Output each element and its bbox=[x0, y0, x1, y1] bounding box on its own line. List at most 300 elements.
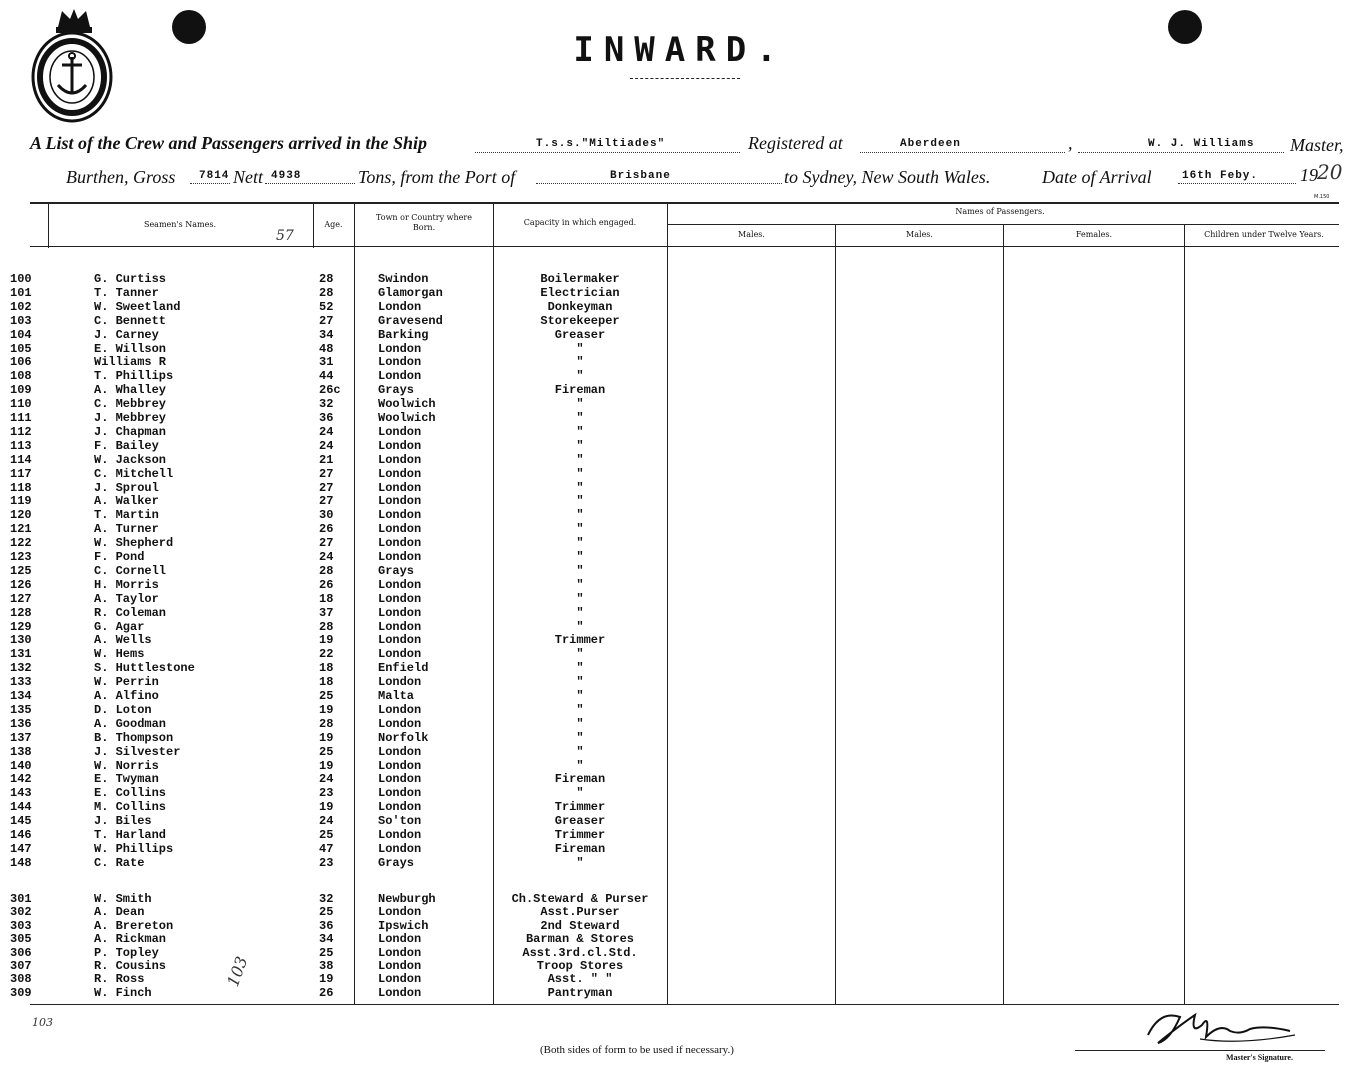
seaman-capacity: " bbox=[576, 577, 584, 592]
seaman-name: W. Smith bbox=[94, 892, 152, 906]
seaman-birthplace: Newburgh bbox=[378, 892, 436, 906]
seaman-birthplace: Woolwich bbox=[378, 411, 436, 425]
seaman-number: 126 bbox=[10, 577, 32, 592]
col-divider-8 bbox=[1184, 224, 1185, 1004]
seaman-capacity: Asst. " " bbox=[547, 972, 613, 987]
seaman-age: 25 bbox=[319, 744, 334, 759]
seaman-age: 24 bbox=[319, 772, 334, 787]
col-divider-5 bbox=[667, 202, 668, 1004]
seaman-number: 104 bbox=[10, 327, 32, 342]
seaman-capacity: Electrician bbox=[540, 285, 620, 300]
col-header-females: Females. bbox=[1075, 230, 1113, 239]
seaman-age: 26c bbox=[319, 383, 341, 398]
seaman-capacity: " bbox=[576, 508, 584, 523]
seaman-name: T. Martin bbox=[94, 508, 159, 523]
seaman-number: 145 bbox=[10, 814, 32, 829]
seaman-number: 128 bbox=[10, 605, 32, 620]
seaman-number: 100 bbox=[10, 272, 32, 286]
seaman-birthplace: London bbox=[378, 905, 422, 920]
seaman-birthplace: London bbox=[378, 550, 422, 564]
date-of-arrival-label: Date of Arrival bbox=[1042, 167, 1152, 187]
col-divider-1 bbox=[48, 202, 49, 248]
seaman-age: 48 bbox=[319, 341, 334, 356]
seaman-capacity: " bbox=[576, 369, 584, 384]
seaman-name: J. Biles bbox=[94, 814, 152, 829]
seaman-capacity: Barman & Stores bbox=[525, 932, 635, 947]
seaman-name: A. Rickman bbox=[94, 932, 167, 947]
seaman-number: 102 bbox=[10, 299, 32, 314]
seaman-birthplace: Swindon bbox=[378, 272, 429, 286]
seaman-birthplace: London bbox=[378, 959, 422, 973]
nett-tons: 4938 bbox=[271, 170, 302, 182]
seaman-number: 109 bbox=[10, 383, 32, 398]
seaman-capacity: " bbox=[576, 647, 584, 662]
seaman-number: 122 bbox=[10, 536, 32, 551]
seaman-number: 129 bbox=[10, 619, 32, 634]
seaman-number: 146 bbox=[10, 828, 32, 842]
seaman-name: A. Taylor bbox=[94, 591, 159, 606]
seaman-name: J. Sproul bbox=[94, 480, 159, 495]
seaman-name: F. Bailey bbox=[94, 438, 159, 453]
seaman-number: 111 bbox=[10, 411, 32, 425]
col-header-names: Seamen's Names. bbox=[143, 220, 217, 229]
col-header-age: Age. bbox=[324, 220, 343, 229]
seaman-capacity: " bbox=[576, 786, 584, 801]
tons-from-port-label: Tons, from the Port of bbox=[358, 167, 516, 187]
seaman-birthplace: Woolwich bbox=[378, 397, 436, 412]
seaman-birthplace: Enfield bbox=[378, 661, 429, 676]
seaman-number: 130 bbox=[10, 633, 32, 648]
seaman-age: 27 bbox=[319, 480, 334, 495]
seaman-name: A. Brereton bbox=[94, 918, 174, 933]
seaman-name: W. Finch bbox=[94, 985, 152, 1000]
seaman-capacity: " bbox=[576, 536, 584, 551]
seaman-capacity: Fireman bbox=[554, 841, 606, 856]
seaman-number: 134 bbox=[10, 689, 32, 703]
seaman-birthplace: London bbox=[378, 932, 422, 947]
seaman-capacity: Greaser bbox=[554, 814, 606, 829]
seaman-capacity: Fireman bbox=[554, 383, 606, 398]
seaman-name: A. Wells bbox=[94, 633, 152, 648]
seaman-age: 34 bbox=[319, 932, 334, 947]
seaman-capacity: " bbox=[576, 563, 584, 578]
seaman-birthplace: London bbox=[378, 591, 422, 606]
seaman-number: 131 bbox=[10, 647, 32, 662]
seaman-name: W. Shepherd bbox=[94, 536, 174, 551]
seaman-age: 52 bbox=[319, 299, 334, 314]
seaman-age: 18 bbox=[319, 675, 334, 690]
seaman-number: 302 bbox=[10, 905, 32, 920]
seaman-name: M. Collins bbox=[94, 800, 167, 815]
seaman-capacity: Pantryman bbox=[547, 985, 613, 1000]
seaman-number: 132 bbox=[10, 661, 32, 676]
seaman-age: 44 bbox=[319, 369, 334, 384]
seaman-birthplace: London bbox=[378, 341, 422, 356]
seaman-name: J. Chapman bbox=[94, 424, 167, 439]
seaman-birthplace: London bbox=[378, 480, 422, 495]
signature-label: Master's Signature. bbox=[1226, 1053, 1293, 1062]
seaman-capacity: Greaser bbox=[554, 327, 606, 342]
seaman-age: 19 bbox=[319, 633, 334, 648]
seaman-birthplace: London bbox=[378, 633, 422, 648]
seaman-number: 114 bbox=[10, 452, 32, 467]
col-header-town: Town or Country where Born. bbox=[376, 213, 472, 232]
seaman-capacity: " bbox=[576, 355, 584, 370]
seaman-age: 26 bbox=[319, 522, 334, 537]
seaman-capacity: Storekeeper bbox=[540, 313, 620, 328]
seaman-number: 112 bbox=[10, 424, 32, 439]
seaman-age: 32 bbox=[319, 892, 334, 906]
seaman-name: C. Cornell bbox=[94, 563, 167, 578]
seaman-birthplace: London bbox=[378, 466, 422, 481]
seaman-age: 25 bbox=[319, 828, 334, 842]
seaman-number: 113 bbox=[10, 438, 32, 453]
title-ornament bbox=[630, 78, 740, 79]
seaman-number: 119 bbox=[10, 494, 32, 509]
seaman-number: 148 bbox=[10, 855, 32, 870]
seaman-age: 19 bbox=[319, 800, 334, 815]
seaman-name: A. Goodman bbox=[94, 716, 167, 731]
seaman-number: 138 bbox=[10, 744, 32, 759]
ship-name: T.s.s."Miltiades" bbox=[536, 138, 666, 150]
seaman-name: G. Curtiss bbox=[94, 272, 167, 286]
seaman-capacity: " bbox=[576, 550, 584, 564]
seaman-age: 23 bbox=[319, 855, 334, 870]
seaman-number: 118 bbox=[10, 480, 32, 495]
ship-underline bbox=[475, 152, 740, 153]
seaman-name: W. Jackson bbox=[94, 452, 167, 467]
seaman-birthplace: London bbox=[378, 438, 422, 453]
seaman-birthplace: Malta bbox=[378, 689, 415, 703]
seaman-number: 140 bbox=[10, 758, 32, 773]
seaman-number: 117 bbox=[10, 466, 32, 481]
seaman-name: C. Bennett bbox=[94, 313, 167, 328]
seaman-age: 24 bbox=[319, 424, 334, 439]
arrival-underline bbox=[1178, 183, 1296, 184]
seaman-age: 27 bbox=[319, 494, 334, 509]
seaman-birthplace: London bbox=[378, 841, 422, 856]
col-divider-3 bbox=[354, 202, 355, 1004]
seaman-capacity: " bbox=[576, 466, 584, 481]
seaman-capacity: Troop Stores bbox=[536, 959, 624, 973]
seaman-name: F. Pond bbox=[94, 550, 145, 564]
page-title: INWARD. bbox=[573, 30, 787, 70]
seaman-birthplace: London bbox=[378, 536, 422, 551]
seaman-age: 30 bbox=[319, 508, 334, 523]
seaman-age: 18 bbox=[319, 661, 334, 676]
seaman-capacity: Asst.3rd.cl.Std. bbox=[522, 945, 638, 960]
seaman-age: 27 bbox=[319, 313, 334, 328]
seaman-number: 106 bbox=[10, 355, 32, 370]
col-divider-7 bbox=[1003, 224, 1004, 1004]
seaman-number: 143 bbox=[10, 786, 32, 801]
seaman-capacity: " bbox=[576, 855, 584, 870]
seaman-name: S. Huttlestone bbox=[94, 661, 195, 676]
seaman-birthplace: London bbox=[378, 772, 422, 787]
seaman-birthplace: London bbox=[378, 800, 422, 815]
seaman-name: H. Morris bbox=[94, 577, 159, 592]
seaman-name: W. Norris bbox=[94, 758, 159, 773]
seaman-name: J. Carney bbox=[94, 327, 159, 342]
seaman-name: E. Twyman bbox=[94, 772, 159, 787]
master-name: W. J. Williams bbox=[1148, 138, 1255, 150]
seaman-name: D. Loton bbox=[94, 702, 152, 717]
seaman-capacity: " bbox=[576, 661, 584, 676]
seaman-age: 25 bbox=[319, 689, 334, 703]
seaman-age: 28 bbox=[319, 272, 334, 286]
seaman-number: 135 bbox=[10, 702, 32, 717]
seaman-age: 28 bbox=[319, 619, 334, 634]
seaman-number: 108 bbox=[10, 369, 32, 384]
seaman-name: C. Rate bbox=[94, 855, 145, 870]
year-handwritten: 20 bbox=[1317, 160, 1343, 184]
seaman-name: R. Cousins bbox=[94, 959, 167, 973]
seaman-age: 25 bbox=[319, 945, 334, 960]
seaman-capacity: " bbox=[576, 702, 584, 717]
seaman-capacity: " bbox=[576, 716, 584, 731]
seaman-name: W. Perrin bbox=[94, 675, 159, 690]
seaman-birthplace: London bbox=[378, 786, 422, 801]
nett-underline bbox=[265, 183, 355, 184]
seaman-birthplace: London bbox=[378, 758, 422, 773]
seaman-capacity: " bbox=[576, 689, 584, 703]
burthen-label: Burthen, Gross bbox=[66, 167, 176, 187]
seaman-birthplace: London bbox=[378, 452, 422, 467]
seaman-age: 31 bbox=[319, 355, 334, 370]
seaman-age: 24 bbox=[319, 550, 334, 564]
seaman-capacity: " bbox=[576, 480, 584, 495]
seaman-birthplace: London bbox=[378, 577, 422, 592]
seaman-name: A. Alfino bbox=[94, 689, 159, 703]
master-underline bbox=[1078, 152, 1284, 153]
seaman-number: 136 bbox=[10, 716, 32, 731]
seaman-age: 22 bbox=[319, 647, 334, 662]
seaman-number: 306 bbox=[10, 945, 32, 960]
registered-at-label: Registered at bbox=[748, 133, 843, 153]
seaman-capacity: Boilermaker bbox=[540, 272, 620, 286]
seaman-birthplace: London bbox=[378, 369, 422, 384]
seaman-number: 309 bbox=[10, 985, 32, 1000]
seaman-number: 301 bbox=[10, 892, 32, 906]
port-underline bbox=[536, 183, 782, 184]
seaman-birthplace: London bbox=[378, 716, 422, 731]
seaman-birthplace: Glamorgan bbox=[378, 285, 443, 300]
seaman-number: 121 bbox=[10, 522, 32, 537]
seaman-capacity: Trimmer bbox=[554, 800, 606, 815]
col-header-capacity: Capacity in which engaged. bbox=[523, 218, 637, 227]
shipping-office-seal-icon bbox=[30, 5, 114, 123]
seaman-capacity: Asst.Purser bbox=[540, 905, 620, 920]
punch-hole-left bbox=[172, 10, 206, 44]
seaman-name: A. Whalley bbox=[94, 383, 167, 398]
seaman-name: T. Tanner bbox=[94, 285, 159, 300]
seaman-name: A. Dean bbox=[94, 905, 145, 920]
seaman-birthplace: London bbox=[378, 985, 422, 1000]
master-signature-icon bbox=[1140, 1005, 1300, 1050]
handwritten-count-note: 57 bbox=[276, 228, 294, 244]
seaman-capacity: " bbox=[576, 744, 584, 759]
col-header-males-2: Males. bbox=[906, 230, 933, 239]
seaman-age: 47 bbox=[319, 841, 334, 856]
seaman-birthplace: Grays bbox=[378, 383, 415, 398]
seaman-capacity: " bbox=[576, 341, 584, 356]
seaman-number: 142 bbox=[10, 772, 32, 787]
seaman-name: P. Topley bbox=[94, 945, 159, 960]
seaman-birthplace: London bbox=[378, 744, 422, 759]
seaman-capacity: " bbox=[576, 494, 584, 509]
seaman-birthplace: London bbox=[378, 647, 422, 662]
seaman-number: 103 bbox=[10, 313, 32, 328]
seaman-number: 125 bbox=[10, 563, 32, 578]
seaman-age: 28 bbox=[319, 716, 334, 731]
seaman-age: 36 bbox=[319, 411, 334, 425]
registered-at-value: Aberdeen bbox=[900, 138, 961, 150]
handwritten-bottom-note: 103 bbox=[32, 1016, 53, 1029]
seaman-age: 19 bbox=[319, 972, 334, 987]
seaman-number: 127 bbox=[10, 591, 32, 606]
seaman-number: 110 bbox=[10, 397, 32, 412]
col-divider-4 bbox=[493, 202, 494, 1004]
seaman-birthplace: Ipswich bbox=[378, 918, 429, 933]
seaman-name: W. Hems bbox=[94, 647, 145, 662]
seaman-capacity: " bbox=[576, 522, 584, 537]
seaman-age: 19 bbox=[319, 758, 334, 773]
seaman-birthplace: London bbox=[378, 675, 422, 690]
header-bottom-rule bbox=[30, 246, 1339, 247]
seaman-birthplace: London bbox=[378, 508, 422, 523]
seaman-birthplace: Gravesend bbox=[378, 313, 443, 328]
seaman-age: 21 bbox=[319, 452, 334, 467]
year-prefix: 19 bbox=[1300, 165, 1318, 185]
arrival-date: 16th Feby. bbox=[1182, 170, 1259, 182]
registered-underline bbox=[860, 152, 1065, 153]
seaman-number: 303 bbox=[10, 918, 32, 933]
seaman-age: 18 bbox=[319, 591, 334, 606]
form-number: M.150 bbox=[1314, 194, 1330, 200]
seaman-age: 19 bbox=[319, 702, 334, 717]
seaman-number: 137 bbox=[10, 730, 32, 745]
seaman-capacity: Trimmer bbox=[554, 828, 606, 842]
seaman-capacity: " bbox=[576, 591, 584, 606]
seaman-number: 105 bbox=[10, 341, 32, 356]
seaman-name: R. Coleman bbox=[94, 605, 167, 620]
seaman-capacity: " bbox=[576, 605, 584, 620]
seaman-birthplace: London bbox=[378, 605, 422, 620]
gross-tons: 7814 bbox=[199, 170, 230, 182]
seaman-age: 28 bbox=[319, 563, 334, 578]
seaman-capacity: Donkeyman bbox=[547, 299, 613, 314]
seaman-birthplace: London bbox=[378, 619, 422, 634]
seaman-age: 26 bbox=[319, 985, 334, 1000]
seaman-capacity: " bbox=[576, 730, 584, 745]
seaman-age: 28 bbox=[319, 285, 334, 300]
seaman-capacity: Ch.Steward & Purser bbox=[511, 892, 649, 906]
gross-underline bbox=[190, 183, 230, 184]
seaman-name: C. Mitchell bbox=[94, 466, 174, 481]
col-header-passengers: Names of Passengers. bbox=[955, 207, 1045, 216]
comma-separator: , bbox=[1068, 133, 1073, 153]
nett-label: Nett bbox=[233, 167, 263, 187]
seaman-name: T. Harland bbox=[94, 828, 167, 842]
seaman-number: 133 bbox=[10, 675, 32, 690]
seaman-birthplace: London bbox=[378, 945, 422, 960]
seaman-age: 24 bbox=[319, 438, 334, 453]
seaman-capacity: Trimmer bbox=[554, 633, 606, 648]
seaman-number: 305 bbox=[10, 932, 32, 947]
seaman-number: 101 bbox=[10, 285, 32, 300]
seaman-birthplace: London bbox=[378, 522, 422, 537]
seaman-birthplace: Grays bbox=[378, 563, 415, 578]
seaman-name: J. Mebbrey bbox=[94, 411, 167, 425]
seaman-age: 38 bbox=[319, 959, 334, 973]
handwritten-total-note: 103 bbox=[223, 953, 252, 990]
seaman-number: 147 bbox=[10, 841, 32, 856]
seaman-age: 23 bbox=[319, 786, 334, 801]
seaman-name: E. Collins bbox=[94, 786, 167, 801]
seaman-birthplace: Grays bbox=[378, 855, 415, 870]
signature-line bbox=[1075, 1050, 1325, 1051]
seaman-birthplace: London bbox=[378, 424, 422, 439]
seaman-age: 26 bbox=[319, 577, 334, 592]
seaman-capacity: " bbox=[576, 758, 584, 773]
seaman-number: 308 bbox=[10, 972, 32, 987]
seaman-name: W. Phillips bbox=[94, 841, 174, 856]
seaman-name: A. Turner bbox=[94, 522, 159, 537]
seaman-name: E. Willson bbox=[94, 341, 167, 356]
seaman-capacity: " bbox=[576, 424, 584, 439]
port-from: Brisbane bbox=[610, 170, 671, 182]
seaman-age: 36 bbox=[319, 918, 334, 933]
seaman-number: 307 bbox=[10, 959, 32, 973]
seaman-age: 37 bbox=[319, 605, 334, 620]
seaman-name: W. Sweetland bbox=[94, 299, 181, 314]
master-label: Master, bbox=[1290, 135, 1344, 155]
seaman-birthplace: London bbox=[378, 494, 422, 509]
seaman-birthplace: So'ton bbox=[378, 814, 422, 829]
table-top-rule bbox=[30, 202, 1339, 204]
seaman-capacity: " bbox=[576, 675, 584, 690]
seaman-capacity: 2nd Steward bbox=[540, 918, 620, 933]
seaman-age: 25 bbox=[319, 905, 334, 920]
seaman-name: A. Walker bbox=[94, 494, 159, 509]
punch-hole-right bbox=[1168, 10, 1202, 44]
seaman-capacity: " bbox=[576, 438, 584, 453]
seaman-age: 34 bbox=[319, 327, 334, 342]
seaman-capacity: " bbox=[576, 411, 584, 425]
seaman-age: 27 bbox=[319, 466, 334, 481]
seaman-birthplace: Norfolk bbox=[378, 730, 429, 745]
seaman-name: B. Thompson bbox=[94, 730, 174, 745]
seaman-birthplace: London bbox=[378, 972, 422, 987]
seaman-number: 123 bbox=[10, 550, 32, 564]
seaman-age: 27 bbox=[319, 536, 334, 551]
seaman-name: G. Agar bbox=[94, 619, 145, 634]
footer-note: (Both sides of form to be used if necessary.) bbox=[540, 1044, 734, 1056]
seaman-capacity: " bbox=[576, 452, 584, 467]
seaman-name: J. Silvester bbox=[94, 744, 181, 759]
seaman-birthplace: London bbox=[378, 299, 422, 314]
seaman-name: C. Mebbrey bbox=[94, 397, 167, 412]
seaman-age: 24 bbox=[319, 814, 334, 829]
col-header-children: Children under Twelve Years. bbox=[1204, 230, 1324, 239]
col-header-males-1: Males. bbox=[738, 230, 765, 239]
seaman-birthplace: London bbox=[378, 828, 422, 842]
col-divider-6 bbox=[835, 224, 836, 1004]
seaman-age: 32 bbox=[319, 397, 334, 412]
seaman-birthplace: London bbox=[378, 702, 422, 717]
seaman-name: R. Ross bbox=[94, 972, 145, 987]
seaman-birthplace: Barking bbox=[378, 327, 429, 342]
